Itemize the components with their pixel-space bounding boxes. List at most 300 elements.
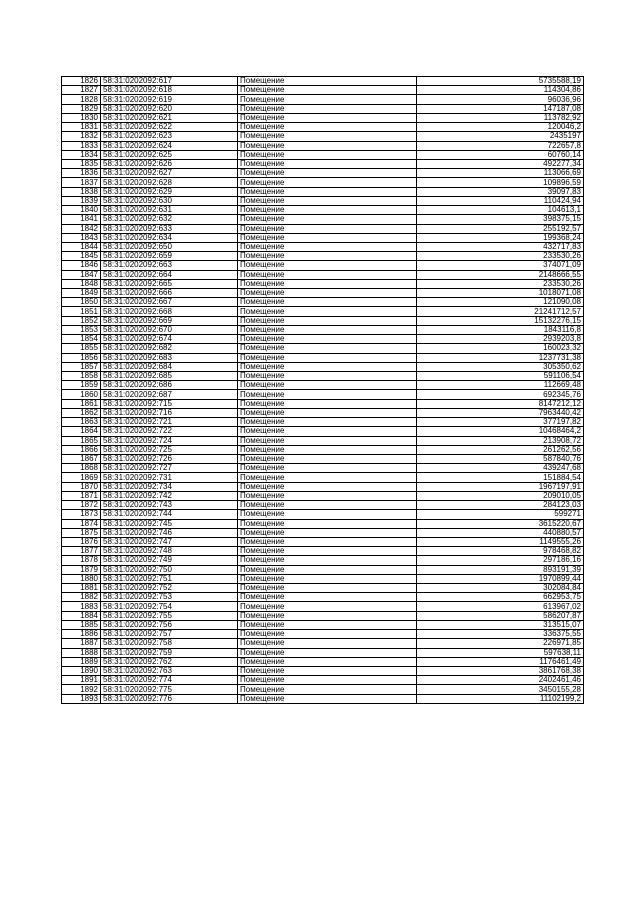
cadastral-value: 722657,8 — [417, 141, 584, 150]
cadastral-value: 1018071,08 — [417, 289, 584, 298]
table-body — [62, 77, 584, 704]
row-number: 1893 — [62, 694, 101, 703]
cadastral-value: 302084,84 — [417, 584, 584, 593]
cadastral-number: 58:31:0202092:626 — [101, 159, 238, 168]
table-row — [62, 630, 584, 639]
object-type: Помещение — [238, 362, 417, 371]
table-row — [62, 113, 584, 122]
row-number: 1861 — [62, 399, 101, 408]
object-type: Помещение — [238, 639, 417, 648]
row-number: 1889 — [62, 657, 101, 666]
cadastral-number: 58:31:0202092:775 — [101, 685, 238, 694]
cadastral-number: 58:31:0202092:774 — [101, 676, 238, 685]
row-number: 1883 — [62, 602, 101, 611]
cadastral-value: 199368,24 — [417, 233, 584, 242]
cadastral-number: 58:31:0202092:748 — [101, 547, 238, 556]
cadastral-value: 398375,15 — [417, 215, 584, 224]
table-row — [62, 491, 584, 500]
object-type: Помещение — [238, 611, 417, 620]
cadastral-number: 58:31:0202092:682 — [101, 344, 238, 353]
object-type: Помещение — [238, 399, 417, 408]
row-number: 1845 — [62, 252, 101, 261]
table-row — [62, 574, 584, 583]
cadastral-value: 893191,39 — [417, 565, 584, 574]
cadastral-number: 58:31:0202092:669 — [101, 316, 238, 325]
object-type: Помещение — [238, 427, 417, 436]
row-number: 1867 — [62, 454, 101, 463]
table-row — [62, 454, 584, 463]
row-number: 1871 — [62, 491, 101, 500]
cadastral-number: 58:31:0202092:634 — [101, 233, 238, 242]
cadastral-value: 60760,14 — [417, 150, 584, 159]
table-row — [62, 473, 584, 482]
cadastral-value: 7963440,42 — [417, 408, 584, 417]
object-type: Помещение — [238, 584, 417, 593]
cadastral-value: 336375,55 — [417, 630, 584, 639]
cadastral-number: 58:31:0202092:622 — [101, 123, 238, 132]
table-row — [62, 436, 584, 445]
table-row — [62, 445, 584, 454]
table-row — [62, 141, 584, 150]
object-type: Помещение — [238, 215, 417, 224]
object-type: Помещение — [238, 418, 417, 427]
cadastral-number: 58:31:0202092:734 — [101, 482, 238, 491]
row-number: 1857 — [62, 362, 101, 371]
row-number: 1832 — [62, 132, 101, 141]
cadastral-value: 147187,08 — [417, 104, 584, 113]
cadastral-number: 58:31:0202092:627 — [101, 169, 238, 178]
row-number: 1854 — [62, 335, 101, 344]
cadastral-value: 1176461,49 — [417, 657, 584, 666]
row-number: 1863 — [62, 418, 101, 427]
table-row — [62, 648, 584, 657]
cadastral-number: 58:31:0202092:621 — [101, 113, 238, 122]
table-row — [62, 104, 584, 113]
row-number: 1888 — [62, 648, 101, 657]
row-number: 1870 — [62, 482, 101, 491]
table-row — [62, 519, 584, 528]
object-type: Помещение — [238, 270, 417, 279]
cadastral-value: 3861768,38 — [417, 667, 584, 676]
table-row — [62, 215, 584, 224]
cadastral-number: 58:31:0202092:724 — [101, 436, 238, 445]
cadastral-value: 313515,07 — [417, 620, 584, 629]
table-row — [62, 95, 584, 104]
cadastral-value: 613967,02 — [417, 602, 584, 611]
cadastral-value: 261262,56 — [417, 445, 584, 454]
row-number: 1841 — [62, 215, 101, 224]
row-number: 1868 — [62, 464, 101, 473]
object-type: Помещение — [238, 454, 417, 463]
object-type: Помещение — [238, 574, 417, 583]
object-type: Помещение — [238, 648, 417, 657]
object-type: Помещение — [238, 196, 417, 205]
object-type: Помещение — [238, 206, 417, 215]
table-row — [62, 482, 584, 491]
cadastral-number: 58:31:0202092:742 — [101, 491, 238, 500]
object-type: Помещение — [238, 630, 417, 639]
cadastral-number: 58:31:0202092:624 — [101, 141, 238, 150]
table-row — [62, 510, 584, 519]
row-number: 1869 — [62, 473, 101, 482]
table-row — [62, 381, 584, 390]
row-number: 1851 — [62, 307, 101, 316]
row-number: 1880 — [62, 574, 101, 583]
cadastral-number: 58:31:0202092:715 — [101, 399, 238, 408]
object-type: Помещение — [238, 482, 417, 491]
cadastral-number: 58:31:0202092:745 — [101, 519, 238, 528]
row-number: 1856 — [62, 353, 101, 362]
cadastral-value: 284123,03 — [417, 501, 584, 510]
cadastral-number: 58:31:0202092:747 — [101, 537, 238, 546]
cadastral-number: 58:31:0202092:753 — [101, 593, 238, 602]
row-number: 1828 — [62, 95, 101, 104]
table-row — [62, 408, 584, 417]
cadastral-value: 1149555,26 — [417, 537, 584, 546]
object-type: Помещение — [238, 242, 417, 251]
cadastral-number: 58:31:0202092:744 — [101, 510, 238, 519]
cadastral-number: 58:31:0202092:721 — [101, 418, 238, 427]
cadastral-number: 58:31:0202092:756 — [101, 620, 238, 629]
table-row — [62, 159, 584, 168]
row-number: 1836 — [62, 169, 101, 178]
row-number: 1884 — [62, 611, 101, 620]
cadastral-number: 58:31:0202092:757 — [101, 630, 238, 639]
cadastral-value: 233530,26 — [417, 279, 584, 288]
row-number: 1862 — [62, 408, 101, 417]
cadastral-value: 978468,82 — [417, 547, 584, 556]
cadastral-value: 120046,2 — [417, 123, 584, 132]
cadastral-value: 151884,54 — [417, 473, 584, 482]
object-type: Помещение — [238, 602, 417, 611]
cadastral-value: 305350,62 — [417, 362, 584, 371]
object-type: Помещение — [238, 233, 417, 242]
object-type: Помещение — [238, 150, 417, 159]
row-number: 1859 — [62, 381, 101, 390]
table-row — [62, 289, 584, 298]
cadastral-value: 377197,82 — [417, 418, 584, 427]
row-number: 1834 — [62, 150, 101, 159]
cadastral-value: 15132276,15 — [417, 316, 584, 325]
cadastral-number: 58:31:0202092:686 — [101, 381, 238, 390]
cadastral-number: 58:31:0202092:664 — [101, 270, 238, 279]
object-type: Помещение — [238, 132, 417, 141]
table-row — [62, 676, 584, 685]
table-row — [62, 501, 584, 510]
cadastral-number: 58:31:0202092:617 — [101, 77, 238, 86]
row-number: 1853 — [62, 325, 101, 334]
table-row — [62, 252, 584, 261]
table-row — [62, 132, 584, 141]
table-row — [62, 307, 584, 316]
object-type: Помещение — [238, 372, 417, 381]
cadastral-value: 2435197 — [417, 132, 584, 141]
table-row — [62, 620, 584, 629]
row-number: 1833 — [62, 141, 101, 150]
cadastral-number: 58:31:0202092:650 — [101, 242, 238, 251]
cadastral-number: 58:31:0202092:716 — [101, 408, 238, 417]
cadastral-number: 58:31:0202092:685 — [101, 372, 238, 381]
object-type: Помещение — [238, 289, 417, 298]
row-number: 1892 — [62, 685, 101, 694]
object-type: Помещение — [238, 279, 417, 288]
cadastral-value: 492277,34 — [417, 159, 584, 168]
object-type: Помещение — [238, 408, 417, 417]
object-type: Помещение — [238, 667, 417, 676]
object-type: Помещение — [238, 694, 417, 703]
table-row — [62, 335, 584, 344]
cadastral-value: 109896,59 — [417, 178, 584, 187]
cadastral-number: 58:31:0202092:619 — [101, 95, 238, 104]
object-type: Помещение — [238, 77, 417, 86]
object-type: Помещение — [238, 325, 417, 334]
row-number: 1875 — [62, 528, 101, 537]
cadastral-value: 96036,96 — [417, 95, 584, 104]
cadastral-number: 58:31:0202092:755 — [101, 611, 238, 620]
row-number: 1852 — [62, 316, 101, 325]
object-type: Помещение — [238, 113, 417, 122]
cadastral-number: 58:31:0202092:631 — [101, 206, 238, 215]
row-number: 1878 — [62, 556, 101, 565]
object-type: Помещение — [238, 565, 417, 574]
table-row — [62, 344, 584, 353]
cadastral-value: 597638,11 — [417, 648, 584, 657]
cadastral-number: 58:31:0202092:762 — [101, 657, 238, 666]
row-number: 1866 — [62, 445, 101, 454]
cadastral-number: 58:31:0202092:750 — [101, 565, 238, 574]
cadastral-number: 58:31:0202092:763 — [101, 667, 238, 676]
cadastral-number: 58:31:0202092:629 — [101, 187, 238, 196]
table-row — [62, 399, 584, 408]
table-row — [62, 279, 584, 288]
cadastral-value: 213908,72 — [417, 436, 584, 445]
cadastral-number: 58:31:0202092:667 — [101, 298, 238, 307]
cadastral-value: 662953,75 — [417, 593, 584, 602]
table-row — [62, 206, 584, 215]
table-row — [62, 537, 584, 546]
table-row — [62, 372, 584, 381]
table-row — [62, 602, 584, 611]
row-number: 1837 — [62, 178, 101, 187]
object-type: Помещение — [238, 657, 417, 666]
table-row — [62, 298, 584, 307]
object-type: Помещение — [238, 464, 417, 473]
object-type: Помещение — [238, 593, 417, 602]
cadastral-value: 1843116,8 — [417, 325, 584, 334]
row-number: 1848 — [62, 279, 101, 288]
object-type: Помещение — [238, 685, 417, 694]
table-row — [62, 639, 584, 648]
object-type: Помещение — [238, 501, 417, 510]
cadastral-number: 58:31:0202092:668 — [101, 307, 238, 316]
table-row — [62, 242, 584, 251]
cadastral-value: 8147212,12 — [417, 399, 584, 408]
row-number: 1849 — [62, 289, 101, 298]
row-number: 1865 — [62, 436, 101, 445]
cadastral-value: 374071,09 — [417, 261, 584, 270]
table-row — [62, 169, 584, 178]
cadastral-number: 58:31:0202092:684 — [101, 362, 238, 371]
row-number: 1842 — [62, 224, 101, 233]
row-number: 1885 — [62, 620, 101, 629]
cadastral-value: 1967197,91 — [417, 482, 584, 491]
cadastral-table — [61, 76, 584, 704]
table-row — [62, 556, 584, 565]
cadastral-value: 586207,87 — [417, 611, 584, 620]
cadastral-number: 58:31:0202092:666 — [101, 289, 238, 298]
cadastral-number: 58:31:0202092:754 — [101, 602, 238, 611]
table-row — [62, 325, 584, 334]
table-row — [62, 528, 584, 537]
table-row — [62, 233, 584, 242]
object-type: Помещение — [238, 252, 417, 261]
object-type: Помещение — [238, 159, 417, 168]
table-row — [62, 178, 584, 187]
cadastral-number: 58:31:0202092:659 — [101, 252, 238, 261]
object-type: Помещение — [238, 436, 417, 445]
row-number: 1829 — [62, 104, 101, 113]
cadastral-number: 58:31:0202092:751 — [101, 574, 238, 583]
table-row — [62, 611, 584, 620]
object-type: Помещение — [238, 676, 417, 685]
cadastral-value: 5735588,19 — [417, 77, 584, 86]
table-row — [62, 547, 584, 556]
table-row — [62, 187, 584, 196]
row-number: 1847 — [62, 270, 101, 279]
row-number: 1860 — [62, 390, 101, 399]
cadastral-value: 121090,08 — [417, 298, 584, 307]
row-number: 1872 — [62, 501, 101, 510]
row-number: 1882 — [62, 593, 101, 602]
table-row — [62, 390, 584, 399]
object-type: Помещение — [238, 491, 417, 500]
cadastral-value: 591106,54 — [417, 372, 584, 381]
cadastral-number: 58:31:0202092:727 — [101, 464, 238, 473]
row-number: 1843 — [62, 233, 101, 242]
cadastral-number: 58:31:0202092:623 — [101, 132, 238, 141]
object-type: Помещение — [238, 381, 417, 390]
object-type: Помещение — [238, 344, 417, 353]
cadastral-number: 58:31:0202092:759 — [101, 648, 238, 657]
table-row — [62, 224, 584, 233]
cadastral-number: 58:31:0202092:776 — [101, 694, 238, 703]
object-type: Помещение — [238, 95, 417, 104]
object-type: Помещение — [238, 537, 417, 546]
table-row — [62, 593, 584, 602]
object-type: Помещение — [238, 86, 417, 95]
table-row — [62, 270, 584, 279]
table-row — [62, 77, 584, 86]
row-number: 1876 — [62, 537, 101, 546]
cadastral-number: 58:31:0202092:618 — [101, 86, 238, 95]
cadastral-number: 58:31:0202092:633 — [101, 224, 238, 233]
cadastral-value: 209010,05 — [417, 491, 584, 500]
object-type: Помещение — [238, 307, 417, 316]
cadastral-number: 58:31:0202092:743 — [101, 501, 238, 510]
table-row — [62, 667, 584, 676]
cadastral-number: 58:31:0202092:632 — [101, 215, 238, 224]
cadastral-value: 114304,86 — [417, 86, 584, 95]
cadastral-number: 58:31:0202092:687 — [101, 390, 238, 399]
table-row — [62, 657, 584, 666]
object-type: Помещение — [238, 335, 417, 344]
cadastral-value: 110424,94 — [417, 196, 584, 205]
cadastral-number: 58:31:0202092:670 — [101, 325, 238, 334]
table-row — [62, 150, 584, 159]
table-row — [62, 353, 584, 362]
object-type: Помещение — [238, 298, 417, 307]
table-row — [62, 464, 584, 473]
object-type: Помещение — [238, 224, 417, 233]
cadastral-value: 113782,92 — [417, 113, 584, 122]
row-number: 1881 — [62, 584, 101, 593]
cadastral-number: 58:31:0202092:722 — [101, 427, 238, 436]
table-row — [62, 362, 584, 371]
cadastral-value: 1970899,44 — [417, 574, 584, 583]
row-number: 1835 — [62, 159, 101, 168]
cadastral-value: 160023,32 — [417, 344, 584, 353]
cadastral-value: 692345,76 — [417, 390, 584, 399]
row-number: 1855 — [62, 344, 101, 353]
row-number: 1830 — [62, 113, 101, 122]
row-number: 1844 — [62, 242, 101, 251]
row-number: 1891 — [62, 676, 101, 685]
row-number: 1838 — [62, 187, 101, 196]
cadastral-value: 113066,69 — [417, 169, 584, 178]
cadastral-value: 3615220,67 — [417, 519, 584, 528]
table-row — [62, 86, 584, 95]
cadastral-value: 10468464,2 — [417, 427, 584, 436]
row-number: 1873 — [62, 510, 101, 519]
cadastral-value: 21241712,57 — [417, 307, 584, 316]
cadastral-value: 233530,26 — [417, 252, 584, 261]
row-number: 1858 — [62, 372, 101, 381]
object-type: Помещение — [238, 141, 417, 150]
table-row — [62, 123, 584, 132]
cadastral-number: 58:31:0202092:749 — [101, 556, 238, 565]
object-type: Помещение — [238, 353, 417, 362]
cadastral-value: 432717,83 — [417, 242, 584, 251]
cadastral-value: 226971,85 — [417, 639, 584, 648]
cadastral-value: 1237731,38 — [417, 353, 584, 362]
cadastral-value: 39097,83 — [417, 187, 584, 196]
object-type: Помещение — [238, 123, 417, 132]
cadastral-value: 599271 — [417, 510, 584, 519]
cadastral-value: 112669,48 — [417, 381, 584, 390]
row-number: 1839 — [62, 196, 101, 205]
cadastral-number: 58:31:0202092:731 — [101, 473, 238, 482]
table-row — [62, 584, 584, 593]
cadastral-value: 297186,16 — [417, 556, 584, 565]
object-type: Помещение — [238, 556, 417, 565]
row-number: 1879 — [62, 565, 101, 574]
row-number: 1846 — [62, 261, 101, 270]
table-row — [62, 694, 584, 703]
cadastral-value: 439247,68 — [417, 464, 584, 473]
row-number: 1831 — [62, 123, 101, 132]
cadastral-value: 2402461,46 — [417, 676, 584, 685]
object-type: Помещение — [238, 547, 417, 556]
cadastral-value: 2148666,55 — [417, 270, 584, 279]
cadastral-value: 3450155,28 — [417, 685, 584, 694]
cadastral-value: 11102199,2 — [417, 694, 584, 703]
cadastral-value: 587840,76 — [417, 454, 584, 463]
cadastral-value: 255192,57 — [417, 224, 584, 233]
object-type: Помещение — [238, 169, 417, 178]
object-type: Помещение — [238, 528, 417, 537]
cadastral-number: 58:31:0202092:628 — [101, 178, 238, 187]
cadastral-value: 104613,1 — [417, 206, 584, 215]
